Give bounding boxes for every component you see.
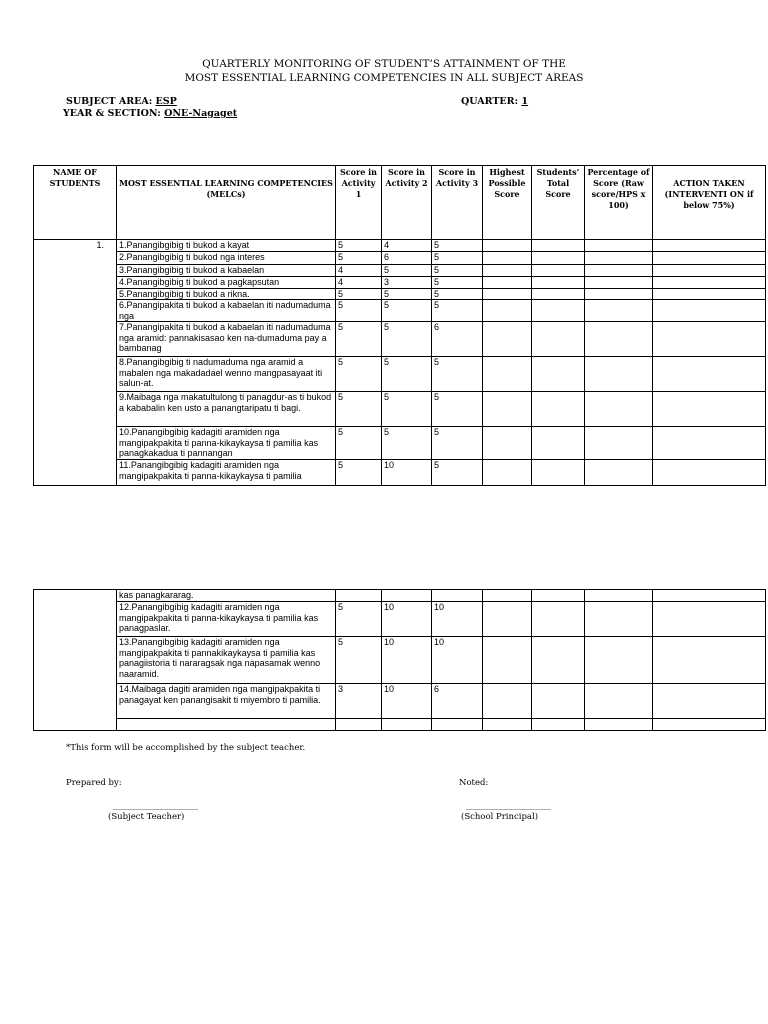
activity-2-score-cell: 3 <box>382 277 432 289</box>
highest-possible-score-cell <box>483 719 532 731</box>
melc-cell: 8.Panangibgibig ti nadumaduma nga aramid a mabalen nga makadadael wenno mangpasayaat iti salun-at. <box>117 357 336 392</box>
subject-teacher-label: (Subject Teacher) <box>108 812 185 822</box>
student-name-cell <box>34 300 117 322</box>
year-section <box>63 108 237 119</box>
table-row <box>34 288 766 300</box>
table-row <box>34 602 766 637</box>
total-score-cell <box>532 392 585 427</box>
action-taken-cell <box>653 590 766 602</box>
student-name-cell <box>34 392 117 427</box>
melc-cell: 7.Panangipakita ti bukod a kabaelan iti nadumaduma nga aramid: pannakisasao ken na-dumaduma pay a bambanag <box>117 322 336 357</box>
activity-3-score-cell <box>432 590 483 602</box>
percentage-cell <box>585 684 653 719</box>
activity-1-score-cell: 4 <box>336 265 382 277</box>
table-row <box>34 322 766 357</box>
highest-possible-score-cell <box>483 322 532 357</box>
total-score-cell <box>532 288 585 300</box>
total-score-cell <box>532 322 585 357</box>
activity-2-score-cell: 5 <box>382 300 432 322</box>
total-score-cell <box>532 277 585 289</box>
melc-table-page1 <box>33 165 766 486</box>
activity-3-score-cell: 5 <box>432 265 483 277</box>
activity-2-score-cell <box>382 590 432 602</box>
activity-2-score-cell: 5 <box>382 288 432 300</box>
action-taken-cell <box>653 265 766 277</box>
table-row <box>34 392 766 427</box>
student-name-cell <box>34 684 117 719</box>
melc-cell: 4.Panangibgibig ti bukod a pagkapsutan <box>117 277 336 289</box>
activity-1-score-cell <box>336 590 382 602</box>
melc-cell: 11.Panangibgibig kadagiti aramiden nga mangipakpakita ti panna-kikaykaysa ti pamilia <box>117 460 336 486</box>
activity-2-score-cell: 5 <box>382 427 432 460</box>
percentage-cell <box>585 427 653 460</box>
activity-1-score-cell: 5 <box>336 602 382 637</box>
percentage-cell <box>585 719 653 731</box>
highest-possible-score-cell <box>483 684 532 719</box>
highest-possible-score-cell <box>483 460 532 486</box>
student-name-cell: 1. <box>34 240 117 252</box>
activity-3-score-cell: 5 <box>432 460 483 486</box>
subject-area-label: SUBJECT AREA: <box>66 96 156 107</box>
highest-possible-score-cell <box>483 265 532 277</box>
quarter <box>461 96 528 107</box>
total-score-cell <box>532 357 585 392</box>
student-name-cell <box>34 590 117 602</box>
action-taken-cell <box>653 684 766 719</box>
action-taken-cell <box>653 288 766 300</box>
percentage-cell <box>585 265 653 277</box>
melc-table-page2 <box>33 589 766 731</box>
subject-area <box>66 96 177 107</box>
total-score-cell <box>532 590 585 602</box>
total-score-cell <box>532 719 585 731</box>
student-name-cell <box>34 322 117 357</box>
table-row <box>34 460 766 486</box>
activity-3-score-cell: 5 <box>432 392 483 427</box>
activity-2-score-cell: 10 <box>382 637 432 684</box>
activity-1-score-cell: 5 <box>336 252 382 265</box>
noted-label: Noted: <box>459 778 489 788</box>
header-row <box>34 166 766 240</box>
prepared-by-label: Prepared by: <box>66 778 122 788</box>
activity-3-score-cell <box>432 719 483 731</box>
form-title-line2: MOST ESSENTIAL LEARNING COMPETENCIES IN ALL SUBJECT AREAS <box>184 72 584 84</box>
melc-cell: 1.Panangibgibig ti bukod a kayat <box>117 240 336 252</box>
activity-1-score-cell: 5 <box>336 300 382 322</box>
header-percentage: Percentage of Score (Raw score/HPS x 100) <box>585 166 653 240</box>
activity-2-score-cell: 5 <box>382 392 432 427</box>
activity-2-score-cell: 5 <box>382 265 432 277</box>
student-name-cell <box>34 719 117 731</box>
total-score-cell <box>532 460 585 486</box>
teacher-signature-line: ____________________ <box>113 801 198 811</box>
highest-possible-score-cell <box>483 357 532 392</box>
action-taken-cell <box>653 392 766 427</box>
percentage-cell <box>585 240 653 252</box>
header-total-score: Students’ Total Score <box>532 166 585 240</box>
activity-2-score-cell: 10 <box>382 684 432 719</box>
quarter-label: QUARTER: <box>461 96 522 107</box>
activity-3-score-cell: 10 <box>432 637 483 684</box>
activity-1-score-cell: 5 <box>336 637 382 684</box>
activity-2-score-cell <box>382 719 432 731</box>
highest-possible-score-cell <box>483 288 532 300</box>
year-section-label: YEAR & SECTION: <box>63 108 165 119</box>
student-name-cell <box>34 277 117 289</box>
highest-possible-score-cell <box>483 590 532 602</box>
activity-3-score-cell: 5 <box>432 277 483 289</box>
form-title-line1: QUARTERLY MONITORING OF STUDENT’S ATTAINMENT OF THE <box>202 58 566 70</box>
activity-3-score-cell: 10 <box>432 602 483 637</box>
table-row <box>34 277 766 289</box>
table-row <box>34 684 766 719</box>
action-taken-cell <box>653 719 766 731</box>
melc-cell: kas panagkararag. <box>117 590 336 602</box>
highest-possible-score-cell <box>483 252 532 265</box>
activity-3-score-cell: 5 <box>432 300 483 322</box>
header-activity-3: Score in Activity 3 <box>432 166 483 240</box>
highest-possible-score-cell <box>483 602 532 637</box>
action-taken-cell <box>653 240 766 252</box>
activity-3-score-cell: 5 <box>432 427 483 460</box>
student-name-cell <box>34 427 117 460</box>
activity-2-score-cell: 10 <box>382 460 432 486</box>
total-score-cell <box>532 427 585 460</box>
total-score-cell <box>532 602 585 637</box>
melc-cell: 12.Panangibgibig kadagiti aramiden nga mangipakpakita ti panna-kikaykaysa ti pamilia kas panagpaslar. <box>117 602 336 637</box>
melc-cell: 2.Panangibgibig ti bukod nga interes <box>117 252 336 265</box>
activity-1-score-cell: 4 <box>336 277 382 289</box>
activity-1-score-cell <box>336 719 382 731</box>
total-score-cell <box>532 240 585 252</box>
activity-2-score-cell: 5 <box>382 357 432 392</box>
table-row <box>34 252 766 265</box>
subject-area-value: ESP <box>155 96 177 107</box>
year-section-value: ONE-Nagaget <box>164 108 238 119</box>
action-taken-cell <box>653 357 766 392</box>
percentage-cell <box>585 392 653 427</box>
header-highest-possible-score: Highest Possible Score <box>483 166 532 240</box>
melc-cell: 10.Panangibgibig kadagiti aramiden nga mangipakpakita ti panna-kikaykaysa ti pamilia kas panagkakadua ti pannangan <box>117 427 336 460</box>
table-row <box>34 637 766 684</box>
table-row <box>34 719 766 731</box>
action-taken-cell <box>653 322 766 357</box>
activity-1-score-cell: 3 <box>336 684 382 719</box>
highest-possible-score-cell <box>483 300 532 322</box>
action-taken-cell <box>653 460 766 486</box>
student-name-cell <box>34 265 117 277</box>
activity-1-score-cell: 5 <box>336 392 382 427</box>
quarter-value: 1 <box>521 96 529 107</box>
activity-1-score-cell: 5 <box>336 288 382 300</box>
melc-cell <box>117 719 336 731</box>
student-name-cell <box>34 602 117 637</box>
activity-2-score-cell: 10 <box>382 602 432 637</box>
activity-3-score-cell: 5 <box>432 240 483 252</box>
table-row <box>34 300 766 322</box>
percentage-cell <box>585 277 653 289</box>
percentage-cell <box>585 322 653 357</box>
action-taken-cell <box>653 300 766 322</box>
activity-1-score-cell: 5 <box>336 427 382 460</box>
total-score-cell <box>532 300 585 322</box>
total-score-cell <box>532 252 585 265</box>
header-melc: MOST ESSENTIAL LEARNING COMPETENCIES (MELCs) <box>117 166 336 240</box>
principal-signature-line: ____________________ <box>466 801 551 811</box>
percentage-cell <box>585 300 653 322</box>
activity-1-score-cell: 5 <box>336 357 382 392</box>
student-name-cell <box>34 357 117 392</box>
melc-cell: 3.Panangibgibig ti bukod a kabaelan <box>117 265 336 277</box>
action-taken-cell <box>653 637 766 684</box>
table-row <box>34 357 766 392</box>
table-row <box>34 265 766 277</box>
melc-cell: 13.Panangibgibig kadagiti aramiden nga mangipakpakita ti pannakikaykaysa ti pamilia kas panagiistoria ti nararagsak nga napasamak wenno naaramid. <box>117 637 336 684</box>
activity-3-score-cell: 5 <box>432 288 483 300</box>
student-name-cell <box>34 637 117 684</box>
table-row <box>34 427 766 460</box>
header-action-taken: ACTION TAKEN (INTERVENTI ON if below 75%) <box>653 166 766 240</box>
student-name-cell <box>34 252 117 265</box>
activity-3-score-cell: 5 <box>432 252 483 265</box>
activity-3-score-cell: 6 <box>432 322 483 357</box>
activity-2-score-cell: 6 <box>382 252 432 265</box>
percentage-cell <box>585 357 653 392</box>
activity-2-score-cell: 4 <box>382 240 432 252</box>
percentage-cell <box>585 288 653 300</box>
activity-3-score-cell: 5 <box>432 357 483 392</box>
activity-1-score-cell: 5 <box>336 240 382 252</box>
total-score-cell <box>532 684 585 719</box>
action-taken-cell <box>653 427 766 460</box>
melc-cell: 6.Panangipakita ti bukod a kabaelan iti nadumaduma nga <box>117 300 336 322</box>
melc-cell: 5.Panangibgibig ti bukod a rikna. <box>117 288 336 300</box>
activity-2-score-cell: 5 <box>382 322 432 357</box>
percentage-cell <box>585 590 653 602</box>
header-name: NAME OF STUDENTS <box>34 166 117 240</box>
percentage-cell <box>585 252 653 265</box>
action-taken-cell <box>653 602 766 637</box>
table-row <box>34 240 766 252</box>
table-row <box>34 590 766 602</box>
total-score-cell <box>532 637 585 684</box>
action-taken-cell <box>653 277 766 289</box>
school-principal-label: (School Principal) <box>461 812 539 822</box>
percentage-cell <box>585 637 653 684</box>
percentage-cell <box>585 602 653 637</box>
highest-possible-score-cell <box>483 392 532 427</box>
header-activity-1: Score in Activity 1 <box>336 166 382 240</box>
activity-1-score-cell: 5 <box>336 460 382 486</box>
action-taken-cell <box>653 252 766 265</box>
highest-possible-score-cell <box>483 277 532 289</box>
header-activity-2: Score in Activity 2 <box>382 166 432 240</box>
percentage-cell <box>585 460 653 486</box>
activity-1-score-cell: 5 <box>336 322 382 357</box>
highest-possible-score-cell <box>483 637 532 684</box>
highest-possible-score-cell <box>483 240 532 252</box>
footer-note: *This form will be accomplished by the subject teacher. <box>66 743 306 753</box>
highest-possible-score-cell <box>483 427 532 460</box>
activity-3-score-cell: 6 <box>432 684 483 719</box>
melc-cell: 9.Maibaga nga makatultulong ti panagdur-as ti bukod a kababalin ken usto a panangtaripatu ti bagi. <box>117 392 336 427</box>
student-name-cell <box>34 460 117 486</box>
student-name-cell <box>34 288 117 300</box>
melc-cell: 14.Maibaga dagiti aramiden nga mangipakpakita ti panagayat ken panangisakit ti miyembro ti pamilia. <box>117 684 336 719</box>
total-score-cell <box>532 265 585 277</box>
